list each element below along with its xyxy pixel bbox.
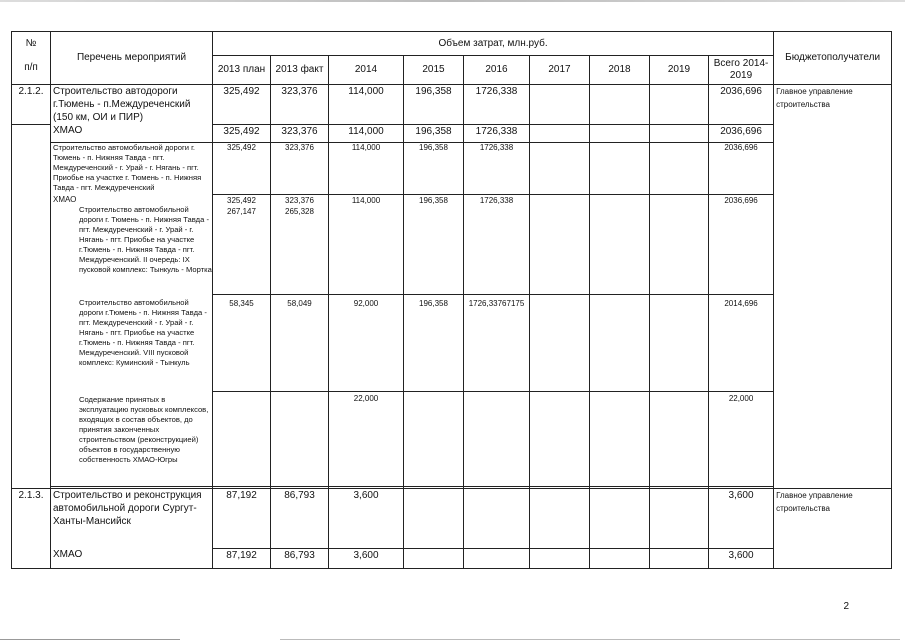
cell-2019 bbox=[650, 294, 709, 391]
cell-2018 bbox=[590, 294, 650, 391]
cell-2015: 196,358 bbox=[404, 124, 464, 142]
col-2018: 2018 bbox=[590, 56, 650, 85]
cell-2016 bbox=[464, 548, 530, 568]
cell-2015: 196,358 bbox=[404, 142, 464, 194]
col-2015: 2015 bbox=[404, 56, 464, 85]
row-number-empty bbox=[12, 548, 51, 568]
cell-2015: 196,358 bbox=[404, 85, 464, 125]
cell-2013-plan: 58,345 bbox=[213, 294, 271, 391]
cell-2013-plan: 325,492 bbox=[213, 85, 271, 125]
cell-2014: 92,000 bbox=[329, 294, 404, 391]
row-name: ХМАО bbox=[51, 548, 213, 568]
row-name: Строительство автомобильной дороги г. Тюмень - п. Нижняя Тавда - пгт. Междуреченский - г. Урай - г. Нягань - пгт. Приобье на участке г. Тюмень - п. Нижняя Тавда - пгт. Междуреченский bbox=[51, 142, 213, 194]
cell-recipient: Главное управление строительства bbox=[774, 488, 892, 568]
row-name: Строительство автодороги г.Тюмень - п.Междуреченский (150 км, ОИ и ПИР) bbox=[51, 85, 213, 125]
col-2013-fact: 2013 факт bbox=[271, 56, 329, 85]
cell-2019 bbox=[650, 391, 709, 486]
cell-2013-fact: 323,376 bbox=[285, 195, 314, 205]
cell-total: 2014,696 bbox=[709, 294, 774, 391]
cell-2016 bbox=[464, 488, 530, 548]
row-number-empty bbox=[12, 124, 51, 488]
cell-2019 bbox=[650, 194, 709, 294]
cell-2018 bbox=[590, 194, 650, 294]
cell-2019 bbox=[650, 548, 709, 568]
table-row bbox=[12, 294, 892, 391]
table-row bbox=[12, 124, 892, 142]
cell-2014: 114,000 bbox=[329, 194, 404, 294]
col-2019: 2019 bbox=[650, 56, 709, 85]
scan-top-edge bbox=[0, 0, 905, 2]
cell-2019 bbox=[650, 124, 709, 142]
cell-2015 bbox=[404, 488, 464, 548]
row-name-group bbox=[51, 194, 213, 294]
cell-2013-plan: 87,192 bbox=[213, 548, 271, 568]
cell-total: 2036,696 bbox=[709, 85, 774, 125]
cell-2015: 196,358 bbox=[404, 194, 464, 294]
cell-2015 bbox=[404, 548, 464, 568]
recipients-header: Бюджетополучатели bbox=[774, 32, 892, 85]
row-name: ХМАО bbox=[53, 195, 77, 204]
col-total: Всего 2014-2019 bbox=[709, 56, 774, 85]
cell-2013-fact: 323,376 bbox=[271, 142, 329, 194]
num-header bbox=[12, 32, 51, 85]
cell-2017 bbox=[530, 391, 590, 486]
cell-total: 3,600 bbox=[709, 488, 774, 548]
table-row bbox=[12, 391, 892, 486]
cell-2016: 1726,33767175 bbox=[464, 294, 530, 391]
cell-2017 bbox=[530, 548, 590, 568]
cell-2014: 114,000 bbox=[329, 85, 404, 125]
cell-2013-plan: 325,492 bbox=[213, 124, 271, 142]
col-2017: 2017 bbox=[530, 56, 590, 85]
budget-table-sheet bbox=[11, 31, 891, 569]
cell-2016: 1726,338 bbox=[464, 142, 530, 194]
cost-group-header: Объем затрат, млн.руб. bbox=[213, 32, 774, 56]
cell-2014: 114,000 bbox=[329, 142, 404, 194]
num-header-bottom: п/п bbox=[24, 62, 38, 73]
cell-2018 bbox=[590, 391, 650, 486]
cell-2016: 1726,338 bbox=[464, 85, 530, 125]
table-row bbox=[12, 194, 892, 294]
cell-2013-plan: 325,492 bbox=[213, 142, 271, 194]
cell-2017 bbox=[530, 85, 590, 125]
cell-2018 bbox=[590, 548, 650, 568]
cell-2014: 3,600 bbox=[329, 488, 404, 548]
cell-2013-fact: 323,376 bbox=[271, 85, 329, 125]
cell-2017 bbox=[530, 142, 590, 194]
cell-2013-fact: 86,793 bbox=[271, 548, 329, 568]
cell-recipient: Главное управление строительства bbox=[774, 85, 892, 489]
cell-2015: 196,358 bbox=[404, 294, 464, 391]
row-name: Строительство и реконструкция автомобильной дороги Сургут-Ханты-Мансийск bbox=[51, 488, 213, 548]
cell-2013-fact: 265,328 bbox=[285, 206, 314, 216]
cell-2017 bbox=[530, 124, 590, 142]
cell-total: 3,600 bbox=[709, 548, 774, 568]
cell-2013-plan: 87,192 bbox=[213, 488, 271, 548]
header-row-1 bbox=[12, 32, 892, 56]
cell-2013-fact: 58,049 bbox=[271, 294, 329, 391]
row-name: ХМАО bbox=[51, 124, 213, 142]
cell-2017 bbox=[530, 488, 590, 548]
table-row bbox=[12, 488, 892, 548]
cell-2013-fact-group bbox=[271, 194, 329, 294]
row-name: Строительство автомобильной дороги г. Тюмень - п. Нижняя Тавда - пгт. Междуреченский - г. Урай - г. Нягань - пгт. Приобье на участке г.Тюмень - п. Нижняя Тавда - пгт. Междуреченский. II очередь: IX пусковой комплекс: Тынкуль - Мортка bbox=[79, 205, 212, 274]
cell-2016: 1726,338 bbox=[464, 124, 530, 142]
cell-total: 22,000 bbox=[709, 391, 774, 486]
cell-total: 2036,696 bbox=[709, 124, 774, 142]
cell-2013-fact bbox=[271, 391, 329, 486]
row-name: Содержание принятых в эксплуатацию пусковых комплексов, входящих в состав объектов, до принятия законченных строительством (реконструкцией) объектов в государственную собственность ХМАО-Югры bbox=[51, 391, 213, 486]
cell-2016: 1726,338 bbox=[464, 194, 530, 294]
cell-2017 bbox=[530, 194, 590, 294]
cell-2013-plan bbox=[213, 391, 271, 486]
num-header-top: № bbox=[25, 38, 37, 49]
cell-2014: 3,600 bbox=[329, 548, 404, 568]
cell-total: 2036,696 bbox=[709, 194, 774, 294]
cell-2016 bbox=[464, 391, 530, 486]
col-2013-plan: 2013 план bbox=[213, 56, 271, 85]
row-number: 2.1.2. bbox=[12, 85, 51, 125]
activities-header: Перечень мероприятий bbox=[51, 32, 213, 85]
cell-2018 bbox=[590, 142, 650, 194]
cell-2013-plan: 267,147 bbox=[227, 206, 256, 216]
col-2016: 2016 bbox=[464, 56, 530, 85]
table-row bbox=[12, 85, 892, 125]
cell-2014: 22,000 bbox=[329, 391, 404, 486]
cell-2017 bbox=[530, 294, 590, 391]
cell-2013-plan-group bbox=[213, 194, 271, 294]
cell-2014: 114,000 bbox=[329, 124, 404, 142]
cell-2013-fact: 86,793 bbox=[271, 488, 329, 548]
cell-2013-plan: 325,492 bbox=[227, 195, 256, 205]
cell-2018 bbox=[590, 488, 650, 548]
cell-2019 bbox=[650, 142, 709, 194]
cell-2019 bbox=[650, 488, 709, 548]
page-number: 2 bbox=[843, 601, 849, 612]
cell-2018 bbox=[590, 124, 650, 142]
row-name: Строительство автомобильной дороги г.Тюмень - п. Нижняя Тавда - пгт. Междуреченский - г. Урай - г. Нягань - пгт. Приобье на участке г.Тюмень - п. Нижняя Тавда - пгт. Междуреченский. VIII пусковой комплекс: Куминский - Тынкуль bbox=[51, 294, 213, 391]
row-number: 2.1.3. bbox=[12, 488, 51, 548]
cell-2018 bbox=[590, 85, 650, 125]
cell-total: 2036,696 bbox=[709, 142, 774, 194]
budget-table bbox=[11, 31, 892, 569]
cell-2013-fact: 323,376 bbox=[271, 124, 329, 142]
table-row bbox=[12, 142, 892, 194]
cell-2019 bbox=[650, 85, 709, 125]
cell-2015 bbox=[404, 391, 464, 486]
table-row bbox=[12, 548, 892, 568]
col-2014: 2014 bbox=[329, 56, 404, 85]
